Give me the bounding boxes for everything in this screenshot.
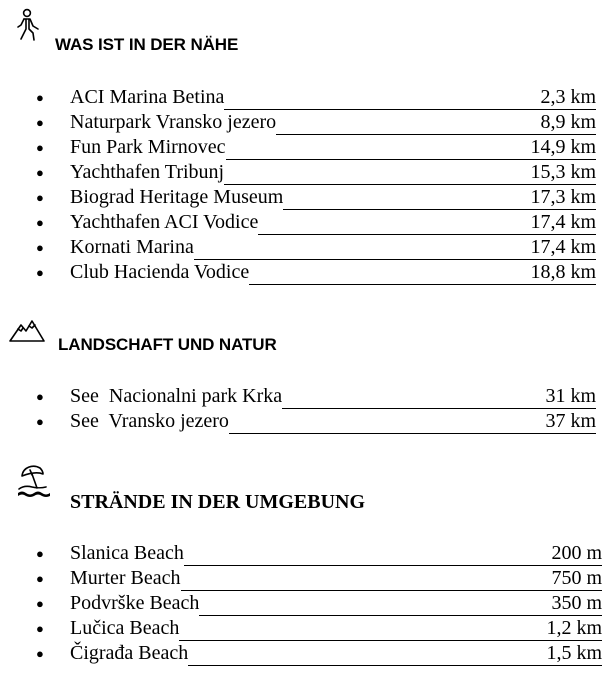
place-distance: 37 km [545, 410, 596, 432]
bullet-icon: ● [36, 389, 44, 404]
place-name: Yachthafen Tribunj [70, 161, 225, 183]
bullet-icon: ● [36, 240, 44, 255]
place-name: Lučica Beach [70, 617, 180, 639]
beach-umbrella-icon [16, 463, 56, 499]
list-item [36, 410, 596, 435]
place-name: See Nacionalni park Krka [70, 385, 283, 407]
beaches-list [36, 542, 602, 667]
section-heading-landscape: LANDSCHAFT UND NATUR [58, 335, 277, 354]
list-item [36, 542, 602, 567]
place-distance: 1,2 km [546, 617, 602, 639]
list-item [36, 111, 596, 136]
place-distance: 350 m [551, 592, 602, 614]
bullet-icon: ● [36, 546, 44, 561]
place-distance: 17,3 km [530, 186, 596, 208]
place-name: Podvrške Beach [70, 592, 200, 614]
place-name: Čigrađa Beach [70, 642, 189, 664]
list-item [36, 211, 596, 236]
bullet-icon: ● [36, 140, 44, 155]
leader-line [282, 385, 543, 409]
section-heading-beaches: STRÄNDE IN DER UMGEBUNG [70, 491, 366, 513]
place-distance: 15,3 km [530, 161, 596, 183]
bullet-icon: ● [36, 596, 44, 611]
list-item [36, 136, 596, 161]
list-item [36, 617, 602, 642]
place-name: Yachthafen ACI Vodice [70, 211, 259, 233]
leader-line [188, 642, 544, 666]
leader-line [179, 617, 544, 641]
place-name: See Vransko jezero [70, 410, 229, 432]
place-distance: 1,5 km [546, 642, 602, 664]
list-item [36, 592, 602, 617]
landscape-list [36, 385, 596, 435]
place-name: Naturpark Vransko jezero [70, 111, 277, 133]
walking-person-icon [15, 8, 41, 42]
leader-line [249, 261, 528, 285]
place-distance: 17,4 km [530, 211, 596, 233]
place-distance: 2,3 km [540, 86, 596, 108]
leader-line [184, 542, 550, 566]
leader-line [229, 410, 544, 434]
bullet-icon: ● [36, 621, 44, 636]
leader-line [181, 567, 550, 591]
place-name: Club Hacienda Vodice [70, 261, 250, 283]
leader-line [224, 161, 528, 185]
place-distance: 17,4 km [530, 236, 596, 258]
place-distance: 18,8 km [530, 261, 596, 283]
leader-line [283, 186, 528, 210]
bullet-icon: ● [36, 646, 44, 661]
bullet-icon: ● [36, 265, 44, 280]
bullet-icon: ● [36, 90, 44, 105]
bullet-icon: ● [36, 215, 44, 230]
list-item [36, 642, 602, 667]
leader-line [258, 211, 528, 235]
place-name: Slanica Beach [70, 542, 184, 564]
place-distance: 200 m [551, 542, 602, 564]
bullet-icon: ● [36, 115, 44, 130]
leader-line [194, 236, 529, 260]
place-distance: 8,9 km [540, 111, 596, 133]
bullet-icon: ● [36, 165, 44, 180]
place-name: ACI Marina Betina [70, 86, 225, 108]
leader-line [199, 592, 549, 616]
list-item [36, 567, 602, 592]
bullet-icon: ● [36, 414, 44, 429]
list-item [36, 186, 596, 211]
list-item [36, 236, 596, 261]
leader-line [226, 136, 529, 160]
bullet-icon: ● [36, 571, 44, 586]
place-name: Biograd Heritage Museum [70, 186, 284, 208]
place-name: Murter Beach [70, 567, 181, 589]
leader-line [224, 86, 538, 110]
nearby-list [36, 86, 596, 286]
list-item [36, 86, 596, 111]
place-name: Kornati Marina [70, 236, 194, 258]
list-item [36, 385, 596, 410]
place-distance: 14,9 km [530, 136, 596, 158]
mountain-icon [9, 317, 45, 343]
list-item [36, 261, 596, 286]
bullet-icon: ● [36, 190, 44, 205]
place-distance: 750 m [551, 567, 602, 589]
section-heading-nearby: WAS IST IN DER NÄHE [55, 35, 239, 54]
list-item [36, 161, 596, 186]
leader-line [276, 111, 538, 135]
place-distance: 31 km [545, 385, 596, 407]
place-name: Fun Park Mirnovec [70, 136, 226, 158]
